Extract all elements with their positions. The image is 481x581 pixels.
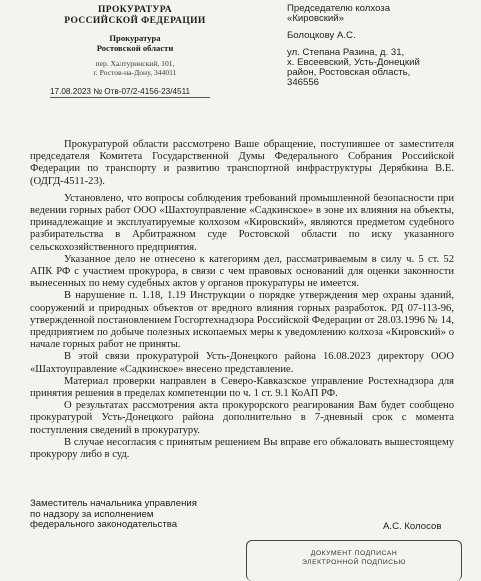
stamp-line1: ДОКУМЕНТ ПОДПИСАН [310, 550, 398, 557]
recipient-address-line3: район, Ростовская область, [287, 67, 411, 78]
org-name-line4: Ростовской области [96, 43, 174, 53]
recipient-address-line4: 346556 [287, 77, 320, 88]
body-paragraph-3: Указанное дело не отнесено к категориям дел, рассматриваемым в силу ч. 5 ст. 52 АПК РФ с участием прокурора, в связи с чем правовых оснований для оценки законности вынесенных по нему судебных актов у органов прокуратуры не имеется. [30, 253, 454, 290]
org-address-line1: пер. Халтуринский, 101, [95, 59, 175, 68]
body-paragraph-2: Установлено, что вопросы соблюдения требований промышленной безопасности при ведении горных работ ООО «Шахтоуправление «Садкинское» в зоне их влияния на объекты, принадлежащие и эксплуатируемые колхозом «Кировский», являются предметом судебного разбирательства в Арбитражном суде Ростовской области по иску указанного сельскохозяйственного предприятия. [30, 192, 454, 253]
org-name-line2: РОССИЙСКОЙ ФЕДЕРАЦИИ [64, 16, 206, 26]
recipient-name: Болоцкову А.С. [287, 30, 356, 41]
body-paragraph-1: Прокуратурой области рассмотрено Ваше обращение, поступившее от заместителя председателя Комитета Государственной Думы Федерального Собрания Российской Федерации по транспорту и развитию транспортной инфраструктуры Дерябкина В.Е. (ОДГД-4511-23). [30, 139, 454, 187]
body-paragraph-4: В нарушение п. 1.18, 1.19 Инструкции о порядке утверждения мер охраны зданий, сооружений и природных объектов от вредного влияния горных разработок. РД 07-113-96, утвержденной постановлением Госгортехнадзора Российской Федерации от 28.03.1996 № 14, предприятием по добыче полезных ископаемых меры к уведомлению колхоза «Кировский» о начале горных работ не приняты. [30, 290, 454, 351]
letter-body [30, 139, 454, 461]
org-name-line1: ПРОКУРАТУРА [98, 5, 172, 15]
recipient-address-line2: х. Евсеевский, Усть-Донецкий [287, 57, 420, 68]
recipient-address-line1: ул. Степана Разина, д. 31, [287, 47, 405, 58]
signatory-title-line1: Заместитель начальника управления [30, 498, 197, 509]
org-address-line2: г. Ростов-на-Дону, 344011 [93, 68, 177, 77]
recipient-position: Председателю колхоза [287, 3, 391, 14]
org-name-line3: Прокуратура [109, 33, 161, 43]
signatory-title-line2: по надзору за исполнением [30, 508, 154, 520]
signatory-title-line3: федерального законодательства [30, 519, 178, 531]
registration-line: 17.08.2023 № Отв-07/2-4156-23/4511 [50, 87, 210, 98]
body-paragraph-5: В этой связи прокуратурой Усть-Донецкого района 16.08.2023 директору ООО «Шахтоуправление «Садкинское» внесено представление. [30, 351, 454, 375]
e-signature-stamp [246, 540, 462, 581]
body-paragraph-6: Материал проверки направлен в Северо-Кавказское управление Ростехнадзора для принятия решения в пределах компетенции по ч. 1 ст. 9.1 КоАП РФ. [30, 375, 454, 400]
signatory-title [30, 499, 197, 531]
body-paragraph-7: О результатах рассмотрения акта прокурорского реагирования Вам будет сообщено прокуратурой Усть-Донецкого района дополнительно в 7-дневный срок с момента поступления сведений в прокуратуру. [30, 400, 454, 436]
recipient-org: «Кировский» [287, 13, 344, 24]
signatory-name: А.С. Колосов [383, 521, 442, 532]
stamp-line2: ЭЛЕКТРОННОЙ ПОДПИСЬЮ [302, 559, 406, 566]
body-paragraph-8: В случае несогласия с принятым решением Вы вправе его обжаловать вышестоящему прокурору либо в суд. [30, 436, 454, 461]
